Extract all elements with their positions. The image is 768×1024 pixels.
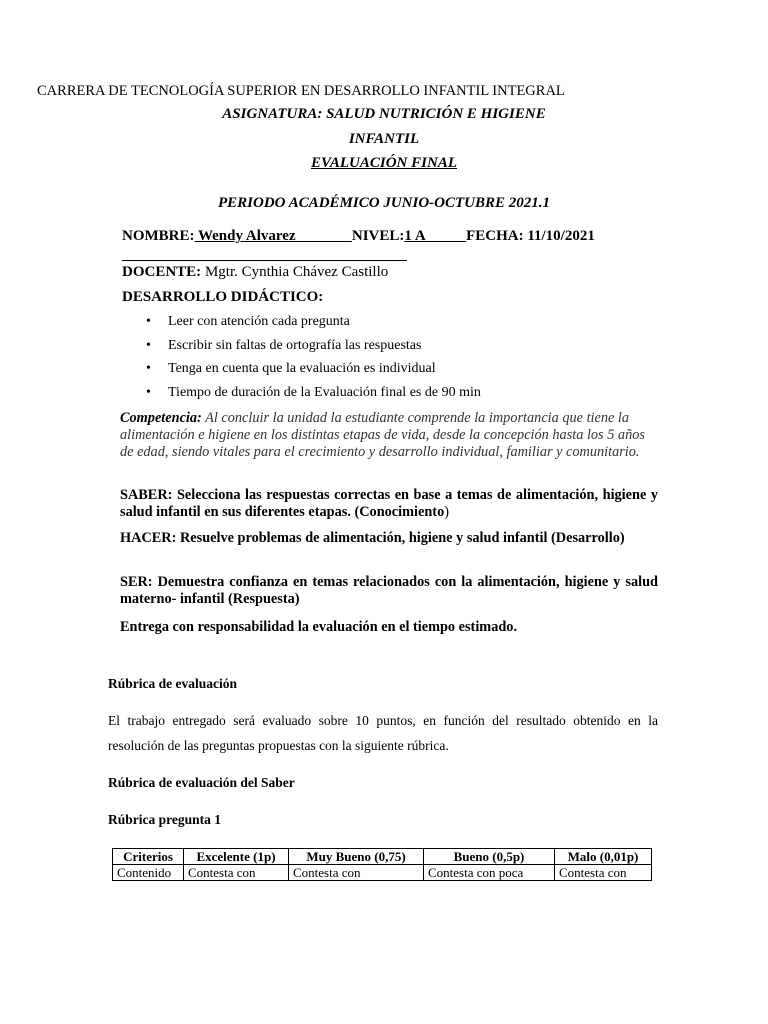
list-item: • Tiempo de duración de la Evaluación final es de 90 min — [146, 383, 481, 407]
date-label: FECHA: 11/10/2021 — [466, 228, 595, 244]
student-info-row — [122, 228, 595, 245]
name-value: Wendy Alvarez — [194, 228, 352, 244]
table-header-cell: Excelente (1p) — [184, 849, 289, 865]
rubric-q1-title: Rúbrica pregunta 1 — [108, 812, 222, 827]
teacher-row — [122, 264, 388, 281]
table-cell: Contesta con — [184, 865, 289, 881]
competence-label: Competencia: — [120, 410, 202, 426]
saber-tail: ) — [444, 504, 449, 520]
didactic-title: DESARROLLO DIDÁCTICO: — [122, 289, 324, 305]
table-header-cell: Bueno (0,5p) — [424, 849, 555, 865]
competence-text: Al concluir la unidad la estudiante comprende la importancia que tiene la alimentación e higiene en los distintas etapas de vida, desde la concepción hasta los 5 años de edad, siendo vitales para el crecimiento y desarrollo individual, familiar y comunitario. — [120, 410, 645, 460]
rubric-table — [112, 848, 652, 881]
rubric-title: Rúbrica de evaluación — [108, 676, 238, 691]
table-header-cell: Malo (0,01p) — [555, 849, 652, 865]
exam-title: EVALUACIÓN FINAL — [310, 155, 457, 171]
teacher-label: DOCENTE: — [122, 264, 202, 280]
table-cell: Contesta con — [289, 865, 424, 881]
level-label: NIVEL: — [351, 228, 405, 244]
table-header-cell: Muy Bueno (0,75) — [289, 849, 424, 865]
rubric-saber-title: Rúbrica de evaluación del Saber — [108, 775, 295, 790]
subject-title-line2: INFANTIL — [348, 131, 420, 147]
saber-text: SABER: Selecciona las respuestas correctas en base a temas de alimentación, higiene y salud infantil en sus diferentes etapas. (Conocimiento — [120, 487, 658, 520]
ser-outcome: SER: Demuestra confianza en temas relacionados con la alimentación, higiene y salud materno- infantil (Respuesta) — [120, 574, 658, 607]
list-item: • Escribir sin faltas de ortografía las respuestas — [146, 336, 481, 360]
list-item: • Tenga en cuenta que la evaluación es individual — [146, 359, 481, 383]
list-item: • Leer con atención cada pregunta — [146, 312, 481, 336]
level-value: 1 A — [404, 228, 467, 244]
name-underline-continuation — [122, 260, 407, 261]
table-header-row — [113, 849, 652, 865]
rubric-description: El trabajo entregado será evaluado sobre 10 puntos, en función del resultado obtenido en la resolución de las preguntas propuestas con la siguiente rúbrica. — [108, 713, 658, 753]
table-cell: Contesta con — [555, 865, 652, 881]
period-title: PERIODO ACADÉMICO JUNIO-OCTUBRE 2021.1 — [218, 195, 550, 211]
table-cell: Contesta con poca — [424, 865, 555, 881]
table-row — [113, 865, 652, 881]
saber-outcome — [120, 487, 658, 521]
entrega-note: Entrega con responsabilidad la evaluación en el tiempo estimado. — [120, 619, 518, 635]
competence-paragraph — [120, 410, 660, 461]
didactic-list — [146, 312, 481, 406]
career-title: CARRERA DE TECNOLOGÍA SUPERIOR EN DESARROLLO INFANTIL INTEGRAL — [37, 83, 565, 99]
table-header-cell: Criterios — [113, 849, 184, 865]
hacer-outcome: HACER: Resuelve problemas de alimentación, higiene y salud infantil (Desarrollo) — [120, 530, 625, 546]
name-label: NOMBRE: — [122, 228, 195, 244]
teacher-value: Mgtr. Cynthia Chávez Castillo — [201, 264, 389, 280]
table-cell: Contenido — [113, 865, 184, 881]
subject-title-line1: ASIGNATURA: SALUD NUTRICIÓN E HIGIENE — [222, 106, 546, 122]
